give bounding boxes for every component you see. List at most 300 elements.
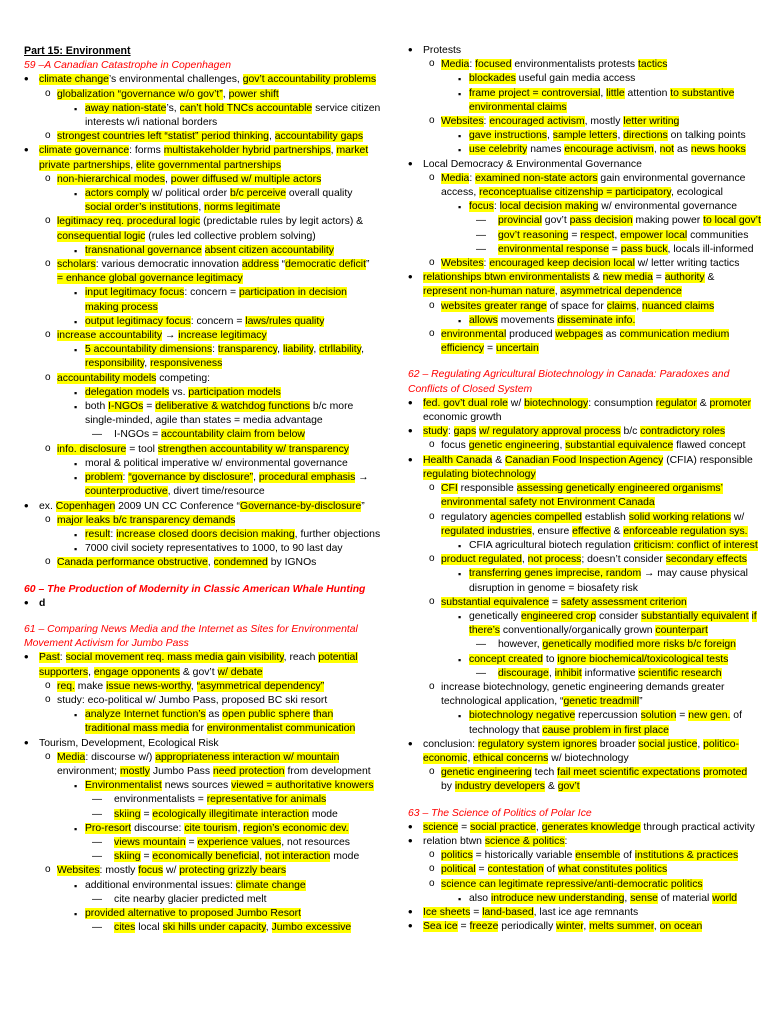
highlighted-term: substantial equivalence [565, 440, 674, 452]
note-text: , [467, 752, 474, 764]
note-text: overall quality [286, 188, 353, 200]
note-content [39, 160, 281, 171]
note-content [85, 358, 222, 369]
note-text: , [617, 130, 624, 142]
note-content [85, 543, 343, 554]
note-text: : [483, 116, 490, 128]
note-line [408, 496, 766, 510]
note-line [408, 101, 766, 115]
highlighted-term: provided alternative to proposed Jumbo Resort [85, 907, 302, 919]
note-text: : [122, 472, 129, 484]
highlighted-term: to substantive [670, 87, 735, 99]
note-text: , [535, 821, 542, 833]
note-content [57, 752, 339, 763]
note-line [408, 397, 766, 411]
note-line [408, 709, 766, 723]
highlighted-term: responsibility [85, 358, 145, 370]
note-content [441, 329, 729, 340]
note-content [85, 245, 334, 256]
highlighted-term: environmental safety not Environment Canada [441, 497, 655, 509]
note-line [408, 342, 766, 356]
highlighted-term: strengthen accountability w/ transparency [157, 443, 349, 455]
highlighted-term: w/ regulatory approval process [479, 426, 621, 438]
highlighted-term: contestation [487, 864, 544, 876]
note-text: “ [278, 259, 286, 271]
section-heading-text: Conflicts of Closed System [408, 383, 533, 395]
highlighted-term: discourage [498, 667, 549, 679]
note-text: ’s, [166, 102, 180, 114]
note-content [85, 188, 352, 199]
highlighted-term: social movement req. mass media gain visibility [65, 652, 284, 664]
highlighted-term: climate change [39, 74, 109, 86]
highlighted-term: respect [580, 229, 615, 241]
highlighted-term: views mountain [114, 836, 186, 848]
note-content [423, 272, 714, 283]
note-line [408, 300, 766, 314]
note-text: , ensure [531, 525, 573, 537]
note-text: discourse: [131, 822, 185, 834]
note-line [408, 186, 766, 200]
highlighted-term: empower local [620, 229, 688, 241]
note-content [85, 529, 380, 540]
highlighted-term: ignore biochemical/toxicological tests [557, 653, 729, 665]
note-content [39, 667, 263, 678]
note-line [24, 708, 392, 722]
note-line [408, 863, 766, 877]
note-content [39, 652, 358, 663]
note-line [24, 907, 392, 921]
note-content [57, 174, 321, 185]
note-text: & [544, 781, 558, 793]
highlighted-term: economic [423, 752, 468, 764]
note-text: Local Democracy & Environmental Governance [423, 158, 642, 170]
highlighted-term: legitimacy req. procedural logic [57, 216, 201, 228]
note-content [57, 695, 327, 706]
note-content [441, 879, 703, 890]
highlighted-term: = enhance global governance legitimacy [57, 273, 243, 285]
note-line [24, 893, 392, 907]
note-text: (CFIA) responsible [663, 454, 753, 466]
note-text: from development [284, 765, 371, 777]
note-line [408, 158, 766, 172]
section-heading-text: 60 – The Production of Modernity in Classic American Whale Hunting [24, 583, 366, 595]
note-text: economic growth [423, 412, 502, 424]
note-text: CFIA agricultural biotech regulation [469, 539, 634, 551]
highlighted-term: cause problem in first place [542, 724, 669, 736]
note-content [85, 486, 265, 497]
highlighted-term: pass buck [620, 243, 668, 255]
note-content [114, 429, 305, 440]
highlighted-term: substantially equivalent [641, 610, 749, 622]
note-text: : mostly [99, 865, 139, 877]
note-text: 7000 civil society representatives to 1000, to 90 last day [85, 543, 343, 555]
note-line [24, 414, 392, 428]
note-content [441, 597, 687, 608]
note-text: , [653, 144, 660, 156]
highlighted-term: Canada performance obstructive [57, 557, 208, 569]
note-text: : consumption [588, 397, 656, 409]
note-text: moral & political imperative w/ environmental governance [85, 457, 348, 469]
highlighted-term: Sea ice [423, 921, 458, 933]
note-line [408, 72, 766, 86]
note-content [423, 426, 725, 437]
note-line [24, 666, 392, 680]
highlighted-term: responsiveness [150, 358, 223, 370]
highlighted-term: genetic engineering [468, 440, 560, 452]
note-text: of [730, 710, 742, 722]
note-content [423, 822, 755, 833]
highlighted-term: traditional mass media [85, 723, 189, 735]
note-content [114, 837, 350, 848]
note-content [39, 598, 45, 609]
note-text: , [88, 666, 94, 678]
note-line [408, 920, 766, 934]
note-line [408, 129, 766, 143]
highlighted-term: Past [39, 652, 60, 664]
highlighted-term: encouraged activism [489, 116, 585, 128]
note-text: w/ [507, 397, 525, 409]
highlighted-term: Websites [57, 865, 100, 877]
note-line [408, 229, 766, 243]
note-line [408, 906, 766, 920]
highlighted-term: ethical concerns [473, 752, 549, 764]
note-line [24, 400, 392, 414]
highlighted-term: Health Canada [423, 454, 493, 466]
highlighted-term: transferring genes imprecise, random [469, 568, 642, 580]
highlighted-term: fed. gov’t dual role [423, 397, 508, 409]
note-text: = tool [126, 443, 158, 455]
highlighted-term: actors comply [85, 188, 150, 200]
highlighted-term: mostly [119, 765, 150, 777]
highlighted-term: generates knowledge [541, 821, 641, 833]
note-line [24, 471, 392, 485]
note-text: ; doesn’t consider [581, 554, 666, 566]
highlighted-term: local decision making [499, 201, 599, 213]
note-content [423, 753, 629, 764]
note-content [469, 88, 734, 99]
note-text: study: eco-political w/ Jumbo Pass, proposed BC ski resort [57, 694, 328, 706]
note-content [441, 696, 643, 707]
section-heading-text: Movement Activism for Jumbo Pass [24, 638, 189, 650]
section-heading-text: 59 –A Canadian Catastrophe in Copenhagen [24, 60, 232, 72]
highlighted-term: engineered crop [520, 610, 597, 622]
highlighted-term: accountability claim from below [161, 429, 305, 441]
note-text: local [135, 922, 163, 934]
highlighted-term: democratic deficit [285, 259, 367, 271]
highlighted-term: b/c perceive [229, 188, 286, 200]
note-text: → may cause physical [641, 568, 748, 580]
note-text: : concern = [190, 315, 246, 327]
highlighted-term: what constitutes politics [558, 864, 668, 876]
highlighted-term: regulator [655, 397, 697, 409]
note-text: conventionally/organically grown [500, 625, 656, 637]
highlighted-term: relationships btwn environmentalists [423, 272, 590, 284]
note-text: as [602, 329, 620, 341]
note-content [39, 145, 368, 156]
note-text: technological application, “ [441, 696, 564, 708]
highlighted-term: allows [469, 314, 498, 326]
note-content [114, 794, 326, 805]
note-text: , mostly [584, 116, 624, 128]
highlighted-term: science [423, 821, 459, 833]
note-text: competing: [156, 372, 211, 384]
note-content [57, 373, 210, 384]
highlighted-term: multistakeholder hybrid partnerships [163, 145, 331, 157]
note-text: : [493, 201, 500, 213]
note-text: ” [361, 500, 365, 512]
note-line [24, 258, 392, 272]
note-line [408, 596, 766, 610]
note-content [85, 723, 355, 734]
note-text: , [190, 680, 197, 692]
note-text: establish [581, 511, 629, 523]
highlighted-term: promoter [709, 397, 752, 409]
note-text: w/ letter writing tactics [634, 258, 740, 270]
note-content [469, 73, 635, 84]
note-line [24, 722, 392, 736]
note-line [408, 653, 766, 667]
highlighted-term: norms legitimate [204, 202, 281, 214]
note-content [85, 415, 323, 426]
highlighted-term: sample letters [552, 130, 618, 142]
highlighted-term: land-based [482, 906, 534, 918]
note-text: make [74, 680, 107, 692]
highlighted-term: tactics [637, 59, 668, 71]
highlighted-term: participation in decision [238, 287, 347, 299]
note-line [24, 116, 392, 130]
note-text: both [85, 401, 109, 413]
note-text: : [110, 528, 117, 540]
highlighted-term: increase accountability [57, 330, 163, 342]
highlighted-term: science & politics [484, 835, 565, 847]
highlighted-term: procedural emphasis [258, 472, 356, 484]
highlighted-term: social justice [638, 738, 698, 750]
highlighted-term: away nation-state [85, 102, 167, 114]
highlighted-term: biotechnology negative [469, 710, 576, 722]
note-text: : forms [129, 145, 164, 157]
note-text: broader [596, 738, 639, 750]
highlighted-term: concept created [469, 653, 543, 665]
note-text: , [697, 738, 704, 750]
note-content [57, 330, 267, 341]
note-content [57, 89, 279, 100]
note-line [408, 143, 766, 157]
highlighted-term: Websites [441, 258, 484, 270]
note-text: through practical activity [640, 821, 755, 833]
highlighted-term: protecting grizzly bears [179, 865, 287, 877]
highlighted-term: on ocean [659, 921, 703, 933]
highlighted-term: “governance by disclosure” [128, 472, 254, 484]
note-text: , [259, 851, 266, 863]
note-text: gain environmental governance [597, 172, 746, 184]
note-text: gov’t [541, 215, 570, 227]
note-content [441, 767, 747, 778]
note-content [469, 201, 737, 212]
note-text: environmentalists protests [511, 59, 638, 71]
highlighted-term: major leaks b/c transparency demands [57, 514, 236, 526]
highlighted-term: need protection [212, 765, 285, 777]
note-line [24, 428, 392, 442]
highlighted-term: climate change [235, 879, 306, 891]
highlighted-term: new media [602, 272, 653, 284]
note-content [114, 922, 351, 933]
note-text: informative [581, 667, 639, 679]
note-text: ’s environmental challenges, [108, 74, 243, 86]
note-line [24, 230, 392, 244]
note-content [423, 469, 536, 480]
highlighted-term: Media [57, 751, 86, 763]
highlighted-term: enforceable regulation sys. [623, 525, 748, 537]
spacer [408, 356, 766, 368]
note-content [57, 557, 316, 568]
highlighted-term: skiing [114, 851, 141, 863]
note-content [423, 159, 642, 170]
note-content [57, 865, 286, 876]
highlighted-term: viewed = authoritative knowers [231, 780, 374, 792]
note-text: (predictable rules by legit actors) & [200, 216, 364, 228]
note-text: conclusion: [423, 738, 478, 750]
highlighted-term: counterpart [655, 625, 708, 637]
note-line [408, 892, 766, 906]
note-content [423, 907, 638, 918]
highlighted-term: ctrllability [319, 344, 362, 356]
note-content [57, 231, 316, 242]
note-content [498, 668, 722, 679]
highlighted-term: open public sphere [222, 709, 311, 721]
note-content [85, 117, 217, 128]
highlighted-term: increase legitimacy [178, 330, 267, 342]
highlighted-term: info. disclosure [57, 443, 127, 455]
highlighted-term: communication medium [619, 329, 730, 341]
highlighted-term: result [85, 528, 111, 540]
note-line [24, 144, 392, 158]
section-heading-text: 61 – Comparing News Media and the Internet as Sites for Environmental [24, 623, 358, 635]
note-content [469, 540, 758, 551]
note-line [24, 921, 392, 935]
note-content [57, 444, 349, 455]
note-text: , [330, 145, 337, 157]
note-text: flawed concept [673, 440, 746, 452]
highlighted-term: efficiency [441, 343, 485, 355]
highlighted-term: than [313, 709, 334, 721]
highlighted-term: frame project = controversial [469, 87, 601, 99]
highlighted-term: criticism: conflict of interest [633, 539, 758, 551]
highlighted-term: letter writing [623, 116, 680, 128]
note-text: of material [657, 892, 713, 904]
note-line [24, 694, 392, 708]
highlighted-term: secondary effects [665, 554, 747, 566]
note-text: → [355, 472, 369, 484]
note-text: , [253, 472, 259, 484]
note-content [423, 286, 682, 297]
section-heading-text: 62 – Regulating Agricultural Biotechnology in Canada: Paradoxes and [408, 369, 730, 381]
highlighted-term: w/ debate [217, 666, 263, 678]
highlighted-term: accountability models [57, 372, 157, 384]
note-line [24, 751, 392, 765]
note-text: = historically variable [472, 850, 576, 862]
note-content [85, 344, 364, 355]
note-content [469, 144, 746, 155]
note-text: Tourism, Development, Ecological Risk [39, 737, 219, 749]
note-line [24, 443, 392, 457]
note-text: = [676, 710, 689, 722]
highlighted-term: politico- [703, 738, 739, 750]
note-text: names [527, 144, 565, 156]
note-text: , [636, 300, 643, 312]
highlighted-term: industry developers [454, 781, 545, 793]
section-heading [408, 368, 766, 382]
note-content [441, 512, 744, 523]
highlighted-term: sense [630, 892, 658, 904]
note-line [408, 214, 766, 228]
note-text: , [546, 130, 553, 142]
note-line [408, 425, 766, 439]
highlighted-term: address [241, 259, 279, 271]
note-text: w/ biotechnology [548, 752, 629, 764]
highlighted-term: webpages [555, 329, 603, 341]
note-text: : [483, 258, 490, 270]
note-text: & [589, 272, 603, 284]
note-line [24, 272, 392, 286]
note-content [441, 497, 655, 508]
note-text: : [59, 652, 66, 664]
note-text: = [140, 808, 153, 820]
note-text: ex. [39, 500, 56, 512]
note-text: , [521, 554, 528, 566]
note-text: , reach [283, 652, 319, 664]
highlighted-term: engage opponents [93, 666, 180, 678]
highlighted-term: environmental response [498, 243, 609, 255]
note-content [441, 343, 539, 354]
note-text: = [185, 836, 198, 848]
note-content [57, 766, 371, 777]
note-text: : [212, 344, 218, 356]
highlighted-term: scholars [57, 259, 96, 271]
note-line [24, 130, 392, 144]
highlighted-term: transparency [217, 344, 278, 356]
note-line [408, 454, 766, 468]
highlighted-term: increase closed doors decision making [116, 528, 295, 540]
note-text: , [207, 557, 214, 569]
note-line [408, 766, 766, 780]
highlighted-term: CFI [441, 483, 458, 495]
note-text: & [492, 454, 506, 466]
highlighted-term: Pro-resort [85, 822, 132, 834]
highlighted-term: participation models [188, 386, 281, 398]
note-text: , [222, 88, 229, 100]
highlighted-term: ski hills under capacity [162, 922, 266, 934]
note-text: = [457, 921, 470, 933]
highlighted-term: disseminate info. [557, 314, 636, 326]
highlighted-term: new gen. [688, 710, 731, 722]
note-line [408, 610, 766, 624]
highlighted-term: power diffused w/ multiple actors [170, 173, 322, 185]
note-text: : [469, 59, 476, 71]
highlighted-term: focused [475, 59, 512, 71]
note-content [57, 273, 243, 284]
note-line [24, 315, 392, 329]
note-text: single-minded, agile than states = media advantage [85, 415, 323, 427]
note-content [423, 739, 739, 750]
spacer [24, 571, 392, 583]
highlighted-term: winter [556, 921, 584, 933]
note-text: : various democratic innovation [95, 259, 242, 271]
note-line [24, 793, 392, 807]
highlighted-term: Environmentalist [85, 780, 162, 792]
highlighted-term: agencies compelled [490, 511, 582, 523]
note-content [498, 244, 754, 255]
highlighted-term: Media [441, 59, 470, 71]
